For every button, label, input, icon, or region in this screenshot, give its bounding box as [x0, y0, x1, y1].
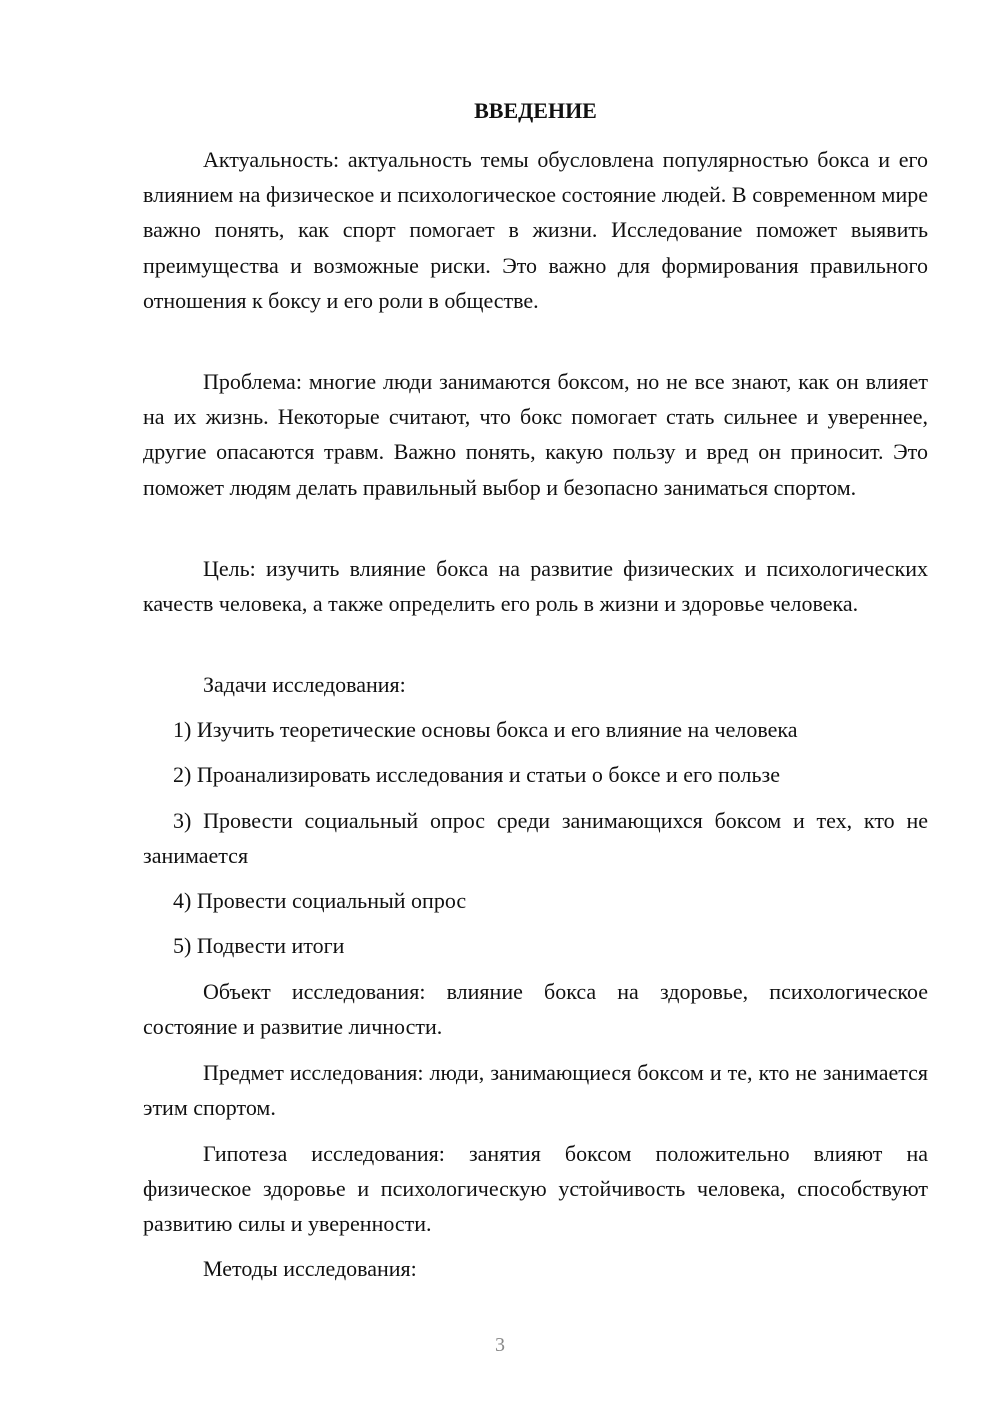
section-title: ВВЕДЕНИЕ	[474, 98, 597, 123]
object-paragraph: Объект исследования: влияние бокса на здоровье, психологическое состояние и развитие личности.	[143, 979, 928, 1040]
problem-paragraph: Проблема: многие люди занимаются боксом, но не все знают, как он влияет на их жизнь. Некоторые считают, что бокс помогает стать сильнее и увереннее, другие опасаются травм. Важно понять, какую пользу и вред он приносит. Это поможет людям делать правильный выбор и безопасно заниматься спортом.	[143, 369, 928, 500]
task-item-1: 1) Изучить теоретические основы бокса и его влияние на человека	[173, 717, 798, 742]
subject-paragraph: Предмет исследования: люди, занимающиеся боксом и те, кто не занимается этим спортом.	[143, 1060, 928, 1121]
task-item-2: 2) Проанализировать исследования и статьи о боксе и его пользе	[173, 762, 780, 787]
methods-heading: Методы исследования:	[203, 1256, 417, 1281]
task-item-3: 3) Провести социальный опрос среди занимающихся боксом и тех, кто не занимается	[143, 808, 928, 869]
task-item-5: 5) Подвести итоги	[173, 933, 345, 958]
page-number: 3	[495, 1334, 505, 1356]
hypothesis-paragraph: Гипотеза исследования: занятия боксом положительно влияют на физическое здоровье и психологическую устойчивость человека, способствуют развитию силы и уверенности.	[143, 1141, 928, 1237]
goal-paragraph: Цель: изучить влияние бокса на развитие физических и психологических качеств человека, а также определить его роль в жизни и здоровье человека.	[143, 556, 928, 617]
task-item-4: 4) Провести социальный опрос	[173, 888, 467, 913]
tasks-heading: Задачи исследования:	[203, 672, 406, 697]
relevance-paragraph: Актуальность: актуальность темы обусловлена популярностью бокса и его влиянием на физическое и психологическое состояние людей. В современном мире важно понять, как спорт помогает в жизни. Исследование поможет выявить преимущества и возможные риски. Это важно для формирования правильного отношения к боксу и его роли в обществе.	[143, 147, 928, 313]
